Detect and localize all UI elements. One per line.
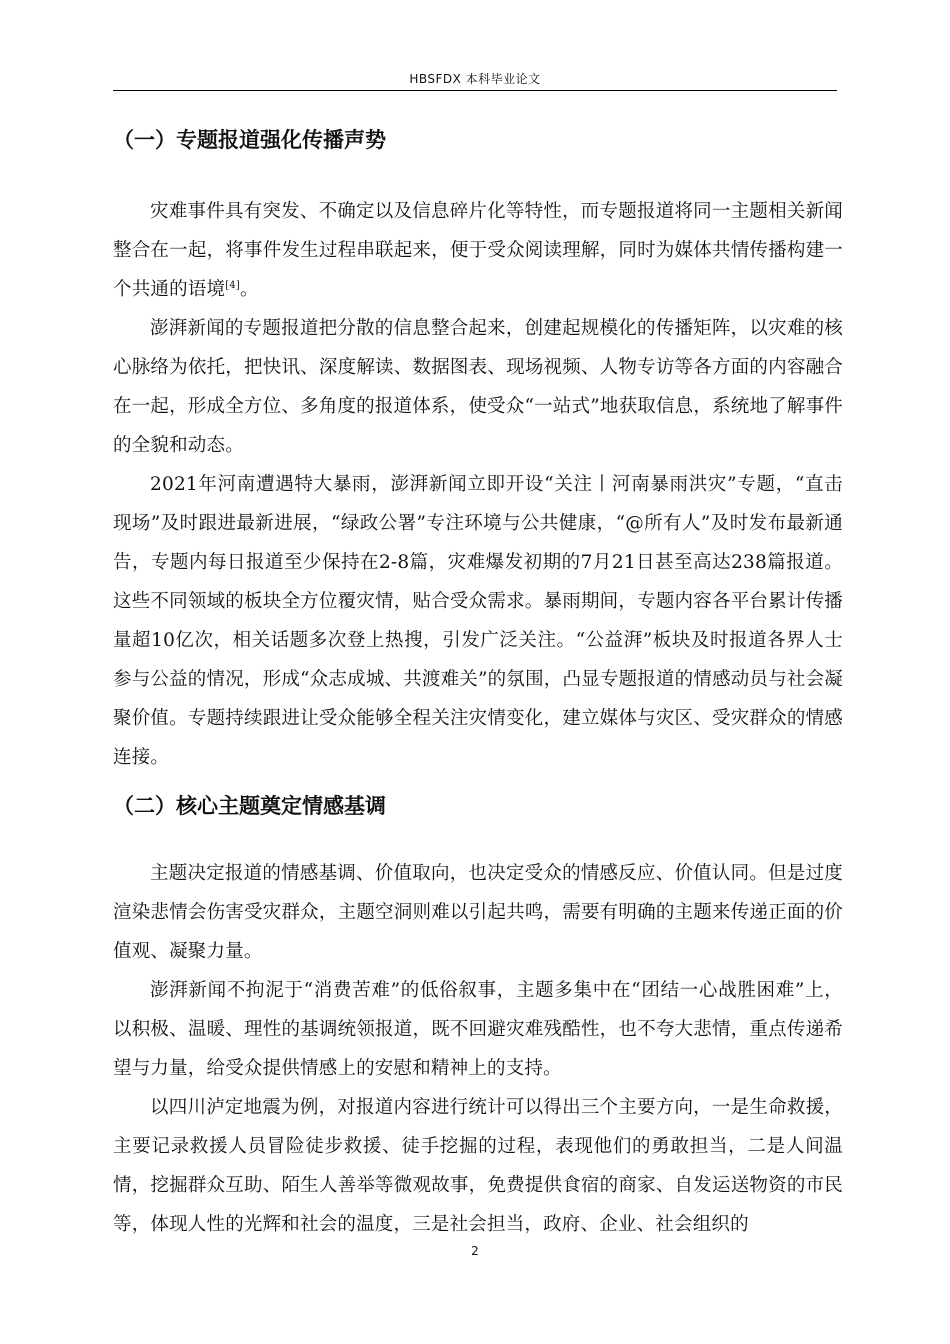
- paragraph: 主题决定报道的情感基调、价值取向，也决定受众的情感反应、价值认同。但是过度渲染悲情会伤害受灾群众，主题空洞则难以引起共鸣，需要有明确的主题来传递正面的价值观、凝聚力量。: [113, 863, 843, 962]
- section-title-2: （二）核心主题奠定情感基调: [113, 794, 386, 818]
- paragraph: 澎湃新闻的专题报道把分散的信息整合起来，创建起规模化的传播矩阵，以灾难的核心脉络为依托，把快讯、深度解读、数据图表、现场视频、人物专访等各方面的内容融合在一起，形成全方位、多角度的报道体系，使受众“一站式”地获取信息，系统地了解事件的全貌和动态。: [113, 318, 843, 456]
- section-1-body: [113, 192, 843, 777]
- section-title-1: （一）专题报道强化传播声势: [113, 128, 386, 152]
- paragraph: 灾难事件具有突发、不确定以及信息碎片化等特性，而专题报道将同一主题相关新闻整合在一起，将事件发生过程串联起来，便于受众阅读理解，同时为媒体共情传播构建一个共通的语境[4]。: [113, 201, 843, 300]
- section-2-body: [113, 854, 843, 1244]
- paragraph: 以四川泸定地震为例，对报道内容进行统计可以得出三个主要方向，一是生命救援，主要记录救援人员冒险徒步救援、徒手挖掘的过程，表现他们的勇敢担当，二是人间温情，挖掘群众互助、陌生人善举等微观故事，免费提供食宿的商家、自发运送物资的市民等，体现人性的光辉和社会的温度，三是社会担当，政府、企业、社会组织的: [113, 1097, 843, 1235]
- header-rule: [113, 90, 837, 91]
- page-number: 2: [471, 1244, 479, 1258]
- citation: [4]: [225, 279, 240, 291]
- running-header: HBSFDX 本科毕业论文: [409, 72, 541, 86]
- paragraph: 澎湃新闻不拘泥于“消费苦难”的低俗叙事，主题多集中在“团结一心战胜困难”上，以积极、温暖、理性的基调统领报道，既不回避灾难残酷性，也不夸大悲情，重点传递希望与力量，给受众提供情感上的安慰和精神上的支持。: [113, 980, 843, 1079]
- paragraph: 2021年河南遭遇特大暴雨，澎湃新闻立即开设“关注丨河南暴雨洪灾”专题，“直击现场”及时跟进最新进展，“绿政公署”专注环境与公共健康，“@所有人”及时发布最新通告，专题内每日报道至少保持在2-8篇，灾难爆发初期的7月21日甚至高达238篇报道。这些不同领域的板块全方位覆灾情，贴合受众需求。暴雨期间，专题内容各平台累计传播量超10亿次，相关话题多次登上热搜，引发广泛关注。“公益湃”板块及时报道各界人士参与公益的情况，形成“众志成城、共渡难关”的氛围，凸显专题报道的情感动员与社会凝聚价值。专题持续跟进让受众能够全程关注灾情变化，建立媒体与灾区、受灾群众的情感连接。: [113, 474, 843, 768]
